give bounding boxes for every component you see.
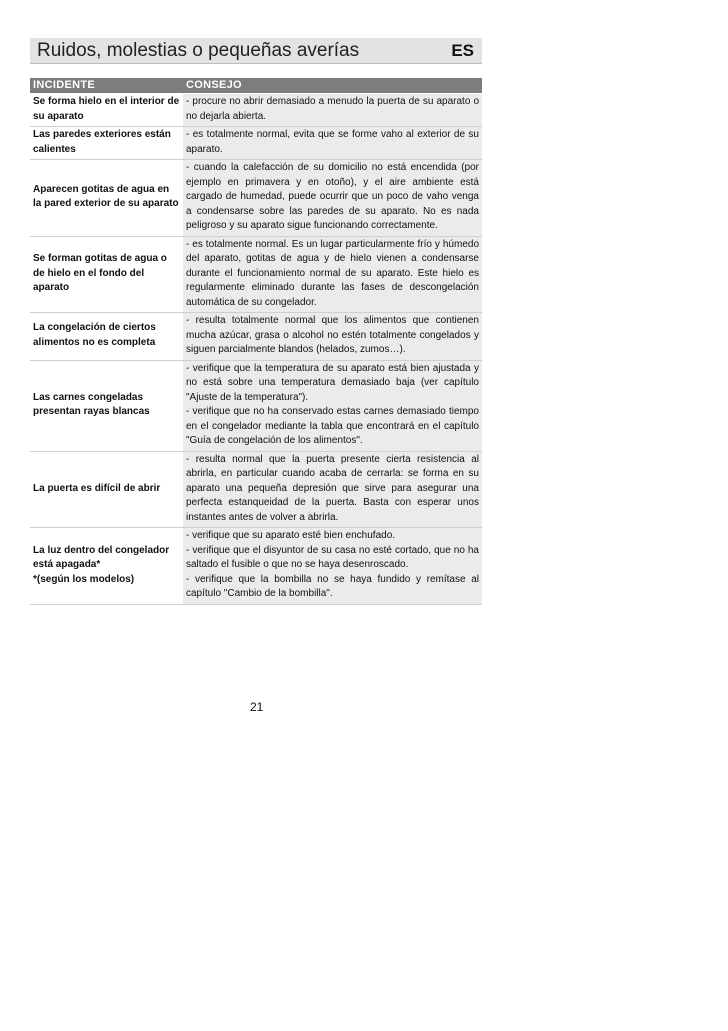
- incident-text: *(según los modelos): [33, 573, 135, 585]
- table-row: [30, 528, 482, 605]
- table-row: [30, 313, 482, 361]
- table-row: [30, 160, 482, 237]
- column-header-advice: CONSEJO: [183, 78, 482, 94]
- incident-text: La puerta es difícil de abrir: [33, 482, 161, 494]
- page-number: 21: [250, 700, 264, 714]
- table-row: [30, 360, 482, 451]
- advice-text: - verifique que la bombilla no se haya fundido y remítase al capítulo "Cambio de la bombilla".: [186, 573, 479, 599]
- incident-cell: [30, 94, 183, 127]
- advice-cell: [183, 360, 482, 451]
- column-header-incident: INCIDENTE: [30, 78, 183, 94]
- incident-cell: [30, 360, 183, 451]
- advice-text: - resulta normal que la puerta presente cierta resistencia al abrirla, en particular cuando acaba de cerrarla: se forma en su aparato una pequeña depresión que sirve para asegurar una perfecta estanqueidad de la puerta. Basta con esperar unos instantes antes de volver a abrirla.: [186, 453, 479, 523]
- incident-text: Se forman gotitas de agua o de hielo en el fondo del aparato: [33, 253, 167, 293]
- advice-cell: [183, 236, 482, 313]
- incident-text: Las paredes exteriores están calientes: [33, 129, 171, 155]
- incident-cell: [30, 160, 183, 237]
- incident-text: La congelación de ciertos alimentos no es completa: [33, 322, 156, 348]
- table-header-row: [30, 78, 482, 94]
- section-title: Ruidos, molestias o pequeñas averías: [37, 40, 360, 61]
- troubleshooting-table: [30, 78, 482, 605]
- incident-text: Se forma hielo en el interior de su aparato: [33, 96, 180, 122]
- incident-cell: [30, 528, 183, 605]
- table-row: [30, 94, 482, 127]
- incident-cell: [30, 313, 183, 361]
- table-row: [30, 236, 482, 313]
- incident-cell: [30, 236, 183, 313]
- table-row: [30, 127, 482, 160]
- advice-text: - es totalmente normal. Es un lugar particularmente frío y húmedo del aparato, gotitas de agua y de hielo vienen a condensarse durante el funcionamiento normal de su aparato. Este hielo es regularmente eliminado durante las fases de descongelación automática de su congelador.: [186, 238, 479, 308]
- incident-text: Las carnes congeladas presentan rayas blancas: [33, 391, 150, 417]
- incident-cell: [30, 127, 183, 160]
- section-header: [30, 38, 482, 64]
- advice-text: - verifique que su aparato esté bien enchufado.: [186, 530, 396, 541]
- advice-text: - procure no abrir demasiado a menudo la puerta de su aparato o no dejarla abierta.: [186, 96, 479, 122]
- advice-cell: [183, 451, 482, 528]
- incident-cell: [30, 451, 183, 528]
- incident-text: Aparecen gotitas de agua en la pared exterior de su aparato: [33, 183, 179, 210]
- table-body: [30, 94, 482, 605]
- advice-cell: [183, 313, 482, 361]
- advice-cell: [183, 528, 482, 605]
- advice-text: - es totalmente normal, evita que se forme vaho al exterior de su aparato.: [186, 129, 479, 155]
- advice-text: - verifique que la temperatura de su aparato está bien ajustada y no está sobre una temperatura demasiado baja (ver capítulo "Ajuste de la temperatura").: [186, 362, 479, 403]
- incident-text: La luz dentro del congelador está apagada*: [33, 544, 170, 570]
- advice-text: - resulta totalmente normal que los alimentos que contienen mucha azúcar, grasa o alcohol no estén totalmente congelados y siguen parcialmente blandos (helados, zumos…).: [186, 315, 479, 355]
- advice-cell: [183, 94, 482, 127]
- advice-cell: [183, 160, 482, 237]
- advice-text: - cuando la calefacción de su domicilio no está encendida (por ejemplo en primavera y en otoño), y el aire ambiente está cargado de humedad, puede ocurrir que un poco de vaho venga a condensarse sobre las paredes de su aparato. No es nada peligroso y su aparato sigue funcionando correctamente.: [186, 162, 479, 231]
- advice-text: - verifique que el disyuntor de su casa no esté cortado, que no ha saltado el fusible o que no se haya desenroscado.: [186, 544, 479, 570]
- advice-text: - verifique que no ha conservado estas carnes demasiado tiempo en el congelador mediante la tabla que encontrará en el capítulo "Guía de congelación de los alimentos".: [186, 406, 479, 446]
- table-row: [30, 451, 482, 528]
- advice-cell: [183, 127, 482, 160]
- language-code: ES: [451, 41, 474, 60]
